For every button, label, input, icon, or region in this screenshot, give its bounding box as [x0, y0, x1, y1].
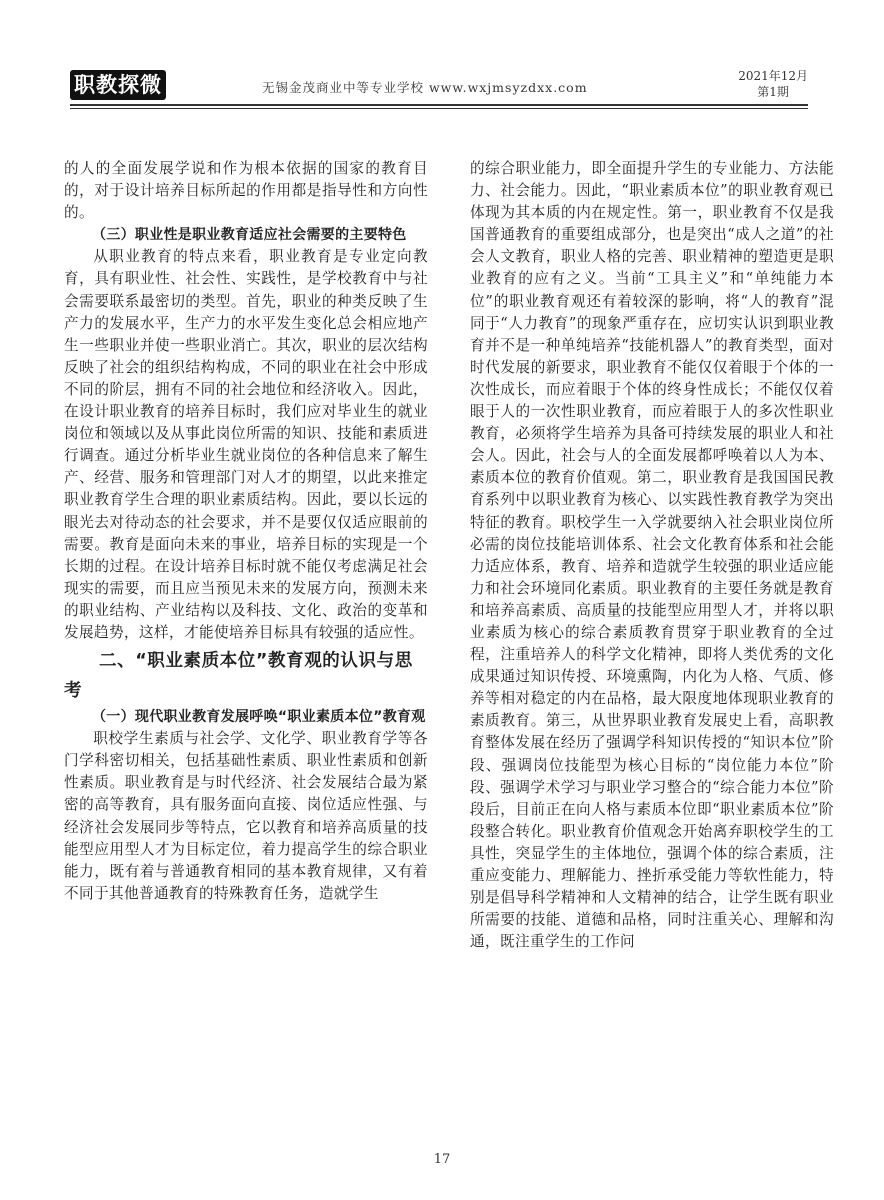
- section-subheading: （三）职业性是职业教育适应社会需要的主要特色: [92, 227, 407, 244]
- page-header: [0, 0, 884, 140]
- right-column: [470, 158, 834, 953]
- page-number: 17: [433, 1152, 451, 1167]
- issue-date: 2021年12月: [738, 69, 808, 83]
- left-column: [64, 158, 428, 905]
- section-heading: 二、“职业素质本位”教育观的认识与思考: [64, 651, 413, 702]
- header-rule: [70, 104, 808, 106]
- paragraph: 的人的全面发展学说和作为根本依据的国家的教育目的，对于设计培养目标所起的作用都是指导性和方向性的。: [64, 160, 428, 222]
- paragraph: 从职业教育的特点来看，职业教育是专业定向教育，具有职业性、社会性、实践性，是学校教育中与社会需要联系最密切的类型。首先，职业的种类反映了生产力的发展水平，生产力的水平发生变化总会相应地产生一些职业并使一些职业消亡。其次，职业的层次结构反映了社会的组织结构构成，不同的职业在社会中形成不同的阶层，拥有不同的社会地位和经济收入。因此，在设计职业教育的培养目标时，我们应对毕业生的就业岗位和领域以及从事此岗位所需的知识、技能和素质进行调查。通过分析毕业生就业岗位的各种信息来了解生产、经营、服务和管理部门对人才的期望，以此来推定职业教育学生合理的职业素质结构。因此，要以长远的眼光去对待动态的社会要求，并不是要仅仅适应眼前的需要。教育是面向未来的事业，培养目标的实现是一个长期的过程。在设计培养目标时就不能仅考虑满足社会现实的需要，而且应当预见未来的发展方向，预测未来的职业结构、产业结构以及科技、文化、政治的变革和发展趋势，这样，才能使培养目标具有较强的适应性。: [64, 248, 428, 641]
- paragraph: 职校学生素质与社会学、文化学、职业教育学等各门学科密切相关，包括基础性素质、职业性素质和创新性素质。职业教育是与时代经济、社会发展结合最为紧密的高等教育，具有服务面向直接、岗位适应性强、与经济社会发展同步等特点，它以教育和培养高质量的技能型应用型人才为目标定位，着力提高学生的综合职业能力，既有着与普通教育相同的基本教育规律，又有着不同于其他普通教育的特殊教育任务，造就学生: [64, 730, 428, 902]
- section-subheading: （一）现代职业教育发展呼唤“职业素质本位”教育观: [92, 709, 426, 726]
- school-name: 无锡金茂商业中等专业学校 www.wxjmsyzdxx.com: [262, 80, 588, 95]
- issue-info: [738, 68, 808, 100]
- header-rule-thin: [70, 108, 808, 109]
- paragraph: 的综合职业能力，即全面提升学生的专业能力、方法能力、社会能力。因此，“职业素质本位”的职业教育观已体现为其本质的内在规定性。第一，职业教育不仅是我国普通教育的重要组成部分，也是突出“成人之道”的社会人文教育，职业人格的完善、职业精神的塑造更是职业教育的应有之义。当前“工具主义”和“单纯能力本位”的职业教育观还有着较深的影响，将“人的教育”混同于“人力教育”的现象严重存在，应切实认识到职业教育并不是一种单纯培养“技能机器人”的教育类型，面对时代发展的新要求，职业教育不能仅仅着眼于个体的一次性成长，而应着眼于个体的终身性成长；不能仅仅着眼于人的一次性职业教育，而应着眼于人的多次性职业教育，必须将学生培养为具备可持续发展的职业人和社会人。因此，社会与人的全面发展都呼唤着以人为本、素质本位的教育价值观。第二，职业教育是我国国民教育系列中以职业教育为核心、以实践性教育教学为突出特征的教育。职校学生一入学就要纳入社会职业岗位所必需的岗位技能培训体系、社会文化教育体系和社会能力适应体系，教育、培养和造就学生较强的职业适应能力和社会环境同化素质。职业教育的主要任务就是教育和培养高素质、高质量的技能型应用型人才，并将以职业素质为核心的综合素质教育贯穿于职业教育的全过程，注重培养人的科学文化精神，即将人类优秀的文化成果通过知识传授、环境熏陶，内化为人格、气质、修养等相对稳定的内在品格，最大限度地体现职业教育的素质教育。第三，从世界职业教育发展史上看，高职教育整体发展在经历了强调学科知识传授的“知识本位”阶段、强调岗位技能型为核心目标的“岗位能力本位”阶段、强调学术学习与职业学习整合的“综合能力本位”阶段后，目前正在向人格与素质本位即“职业素质本位”阶段整合转化。职业教育价值观念开始离弃职校学生的工具性，突显学生的主体地位，强调个体的综合素质，注重应变能力、理解能力、挫折承受能力等软性能力，特别是倡导科学精神和人文精神的结合，让学生既有职业所需要的技能、道德和品格，同时注重关心、理解和沟通，既注重学生的工作问: [470, 160, 834, 951]
- journal-logo: 职教探微: [70, 70, 166, 100]
- issue-number: 第1期: [757, 85, 789, 99]
